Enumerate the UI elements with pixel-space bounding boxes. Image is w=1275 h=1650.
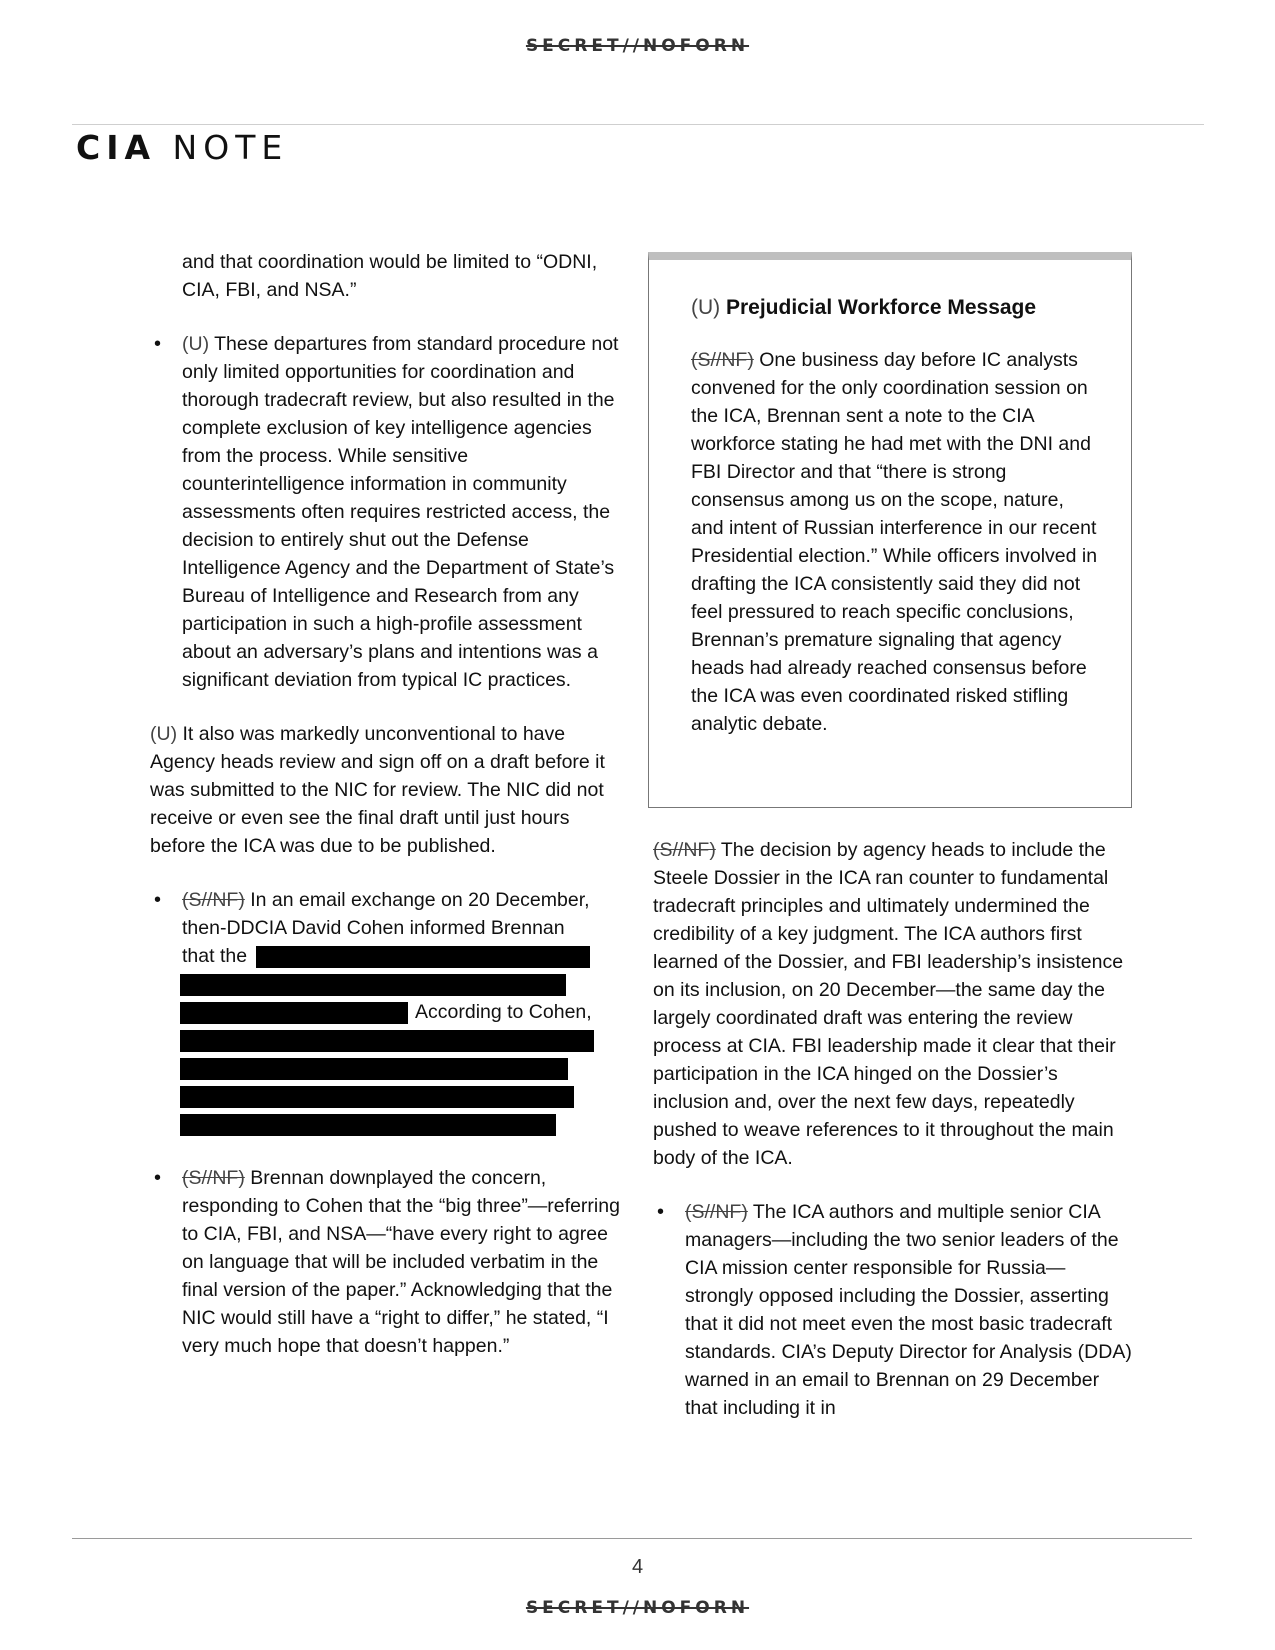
bullet-item xyxy=(150,1164,630,1360)
redacted-line xyxy=(182,1110,630,1138)
redacted-line xyxy=(182,942,630,970)
classification-portion-mark: (S//NF) xyxy=(182,889,245,911)
redacted-line xyxy=(182,1054,630,1082)
bullet-text-inline: According to Cohen, xyxy=(415,1001,592,1023)
classification-portion-mark: (S//NF) xyxy=(685,1201,748,1223)
redaction-bar xyxy=(180,1114,556,1136)
sidebar-title-text: Prejudicial Workforce Message xyxy=(720,296,1037,319)
bullet-item xyxy=(150,330,630,694)
header-title xyxy=(76,128,288,167)
redaction-bar xyxy=(180,1058,568,1080)
right-column xyxy=(653,836,1133,1448)
redacted-line xyxy=(182,1082,630,1110)
page-number: 4 xyxy=(631,1556,644,1578)
sidebar-title xyxy=(691,296,1101,320)
sidebar-box xyxy=(648,252,1132,808)
classification-portion-mark: (U) xyxy=(150,723,178,745)
redacted-line xyxy=(182,998,630,1026)
bullet-item xyxy=(653,1198,1133,1422)
bullet-dot: • xyxy=(154,333,162,355)
bullet-text-lead: that the xyxy=(182,945,248,967)
classification-portion-mark: (S//NF) xyxy=(182,1167,245,1189)
classification-marking-bottom: SECRET//NOFORN xyxy=(525,1598,750,1618)
paragraph-text: The decision by agency heads to include the Steele Dossier in the ICA ran counter to fundamental tradecraft principles and ultimately undermined the credibility of a key judgment. The ICA authors first learned of the Dossier, and FBI leadership’s insistence on its inclusion, on 20 December—the same day the largely coordinated draft was entering the review process at CIA. FBI leadership made it clear that their participation in the ICA hinged on the Dossier’s inclusion and, over the next few days, repeatedly pushed to weave references to it throughout the main body of the ICA. xyxy=(653,839,1124,1169)
sidebar-text: One business day before IC analysts convened for the only coordination session on the ICA, Brennan sent a note to the CIA workforce stating he had met with the DNI and FBI Director and that “there is strong consensus among us on the scope, nature, and intent of Russian interference in our recent Presidential election.” While officers involved in drafting the ICA consistently said they did not feel pressured to reach specific conclusions, Brennan’s premature signaling that agency heads had already reached consensus before the ICA was even coordinated risked stifling analytic debate. xyxy=(691,349,1098,735)
footer-rule xyxy=(72,1538,1192,1539)
classification-portion-mark: (U) xyxy=(182,333,210,355)
bullet-item-redacted xyxy=(150,886,630,1138)
bullet-text: Brennan downplayed the concern, responding to Cohen that the “big three”—referring to CIA, FBI, and NSA—“have every right to agree on language that will be included verbatim in the final version of the paper.” Acknowledging that the NIC would still have a “right to differ,” he stated, “I very much hope that doesn’t happen.” xyxy=(182,1167,620,1357)
classification-portion-mark: (S//NF) xyxy=(691,349,754,371)
redaction-bar xyxy=(180,1002,408,1024)
classification-portion-mark: (U) xyxy=(691,296,721,319)
classification-portion-mark: (S//NF) xyxy=(653,839,716,861)
redaction-bar xyxy=(256,946,590,968)
sidebar-paragraph xyxy=(691,346,1101,738)
paragraph-text: It also was markedly unconventional to have Agency heads review and sign off on a draft before it was submitted to the NIC for review. The NIC did not receive or even see the final draft until just hours before the ICA was due to be published. xyxy=(150,723,605,857)
redacted-line xyxy=(182,1026,630,1054)
left-column xyxy=(150,248,630,1386)
redaction-bar xyxy=(180,974,566,996)
continuation-text: and that coordination would be limited to “ODNI, CIA, FBI, and NSA.” xyxy=(182,251,598,301)
redaction-bar xyxy=(180,1086,574,1108)
bullet-text: The ICA authors and multiple senior CIA managers—including the two senior leaders of the CIA mission center responsible for Russia—strongly opposed including the Dossier, asserting that it did not meet even the most basic tradecraft standards. CIA’s Deputy Director for Analysis (DDA) warned in an email to Brennan on 29 December that including it in xyxy=(685,1201,1132,1419)
paragraph xyxy=(653,836,1133,1172)
redacted-line xyxy=(182,970,630,998)
bullet-dot: • xyxy=(154,1167,162,1189)
header-title-rest: NOTE xyxy=(172,128,289,167)
header-rule xyxy=(72,124,1204,125)
bullet-text: These departures from standard procedure not only limited opportunities for coordination and thorough tradecraft review, but also resulted in the complete exclusion of key intelligence agencies from the process. While sensitive counterintelligence information in community assessments often requires restricted access, the decision to entirely shut out the Defense Intelligence Agency and the Department of State’s Bureau of Intelligence and Research from any participation in such a high-profile assessment about an adversary’s plans and intentions was a significant deviation from typical IC practices. xyxy=(182,333,619,691)
bullet-dot: • xyxy=(657,1201,665,1223)
bullet-text: In an email exchange on 20 December, then-DDCIA David Cohen informed Brennan xyxy=(182,889,590,939)
classification-marking-top: SECRET//NOFORN xyxy=(525,36,750,56)
paragraph xyxy=(150,720,630,860)
bullet-dot: • xyxy=(154,889,162,911)
redaction-bar xyxy=(180,1030,594,1052)
header-title-bold: CIA xyxy=(76,128,157,167)
